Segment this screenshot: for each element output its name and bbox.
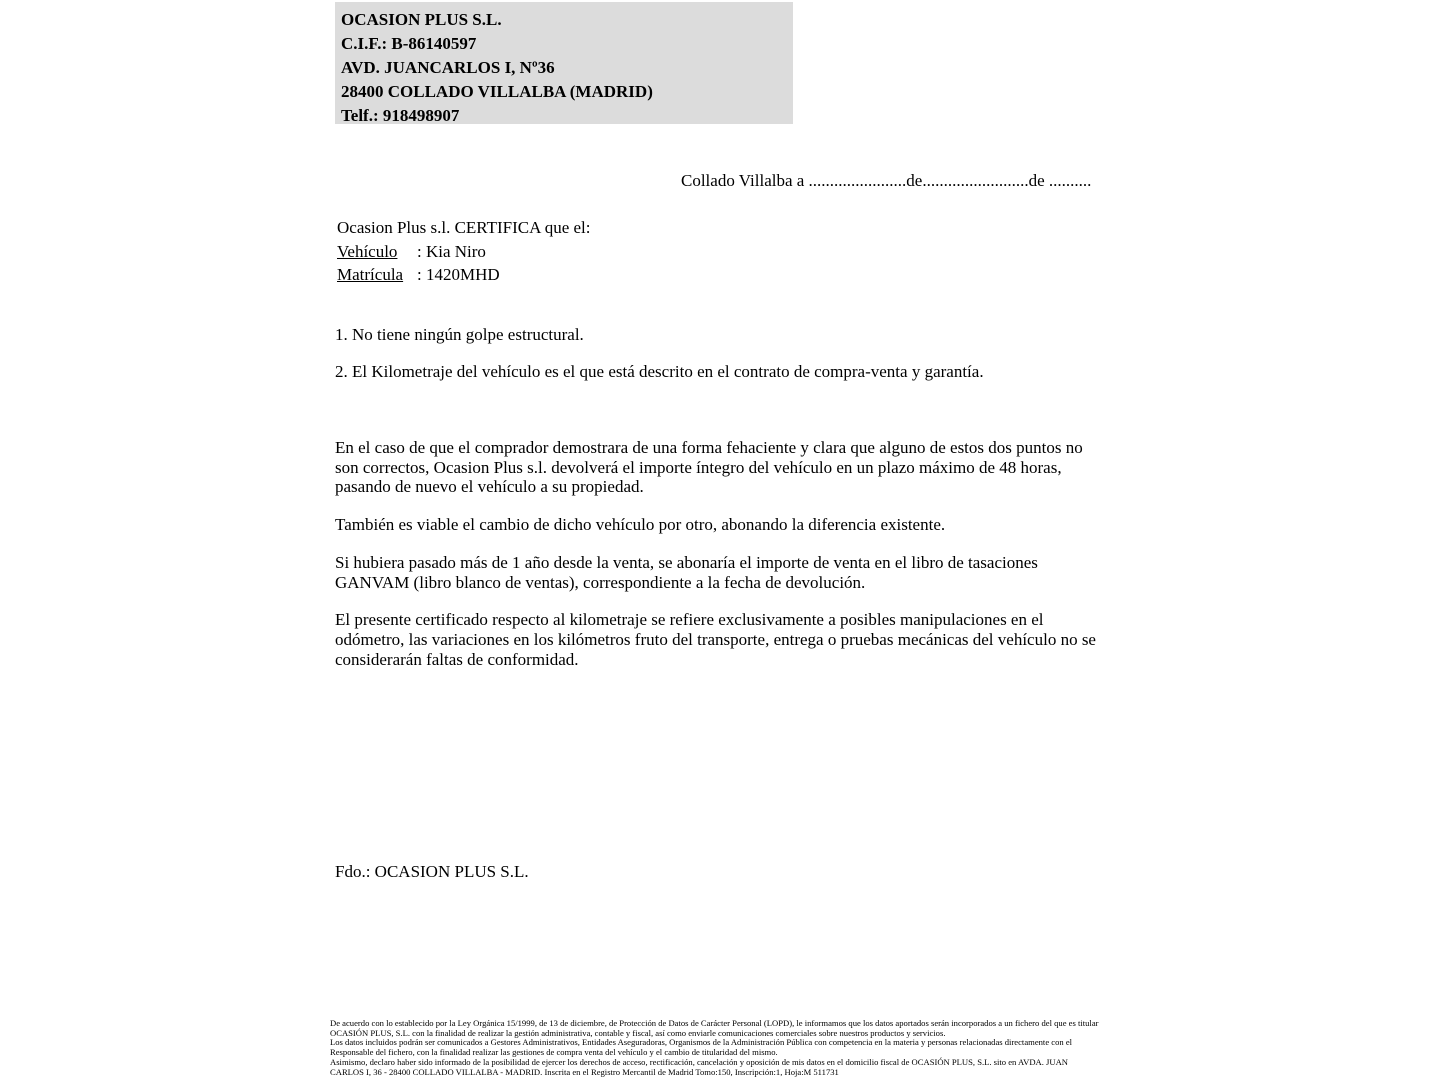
signature-line: Fdo.: OCASION PLUS S.L. [335, 862, 529, 881]
points-block [335, 325, 1105, 399]
company-name: OCASION PLUS S.L. [341, 10, 502, 29]
legal-footer [330, 1019, 1102, 1077]
footer-data-sharing-paragraph: Los datos incluidos podrán ser comunicados a Gestores Administrativos, Entidades Aseguradoras, Organismos de la Administración Pública con competencia en la materia y personas relacionadas directamente con el Responsable del fichero, con la finalidad realizar las gestiones de compra venta del vehículo y el cambio de titularidad del mismo. [330, 1037, 1073, 1058]
plate-label: Matrícula [337, 265, 404, 284]
company-address: AVD. JUANCARLOS I, Nº36 [341, 58, 555, 77]
footer-lopd-paragraph: De acuerdo con lo establecido por la Ley Orgánica 15/1999, de 13 de diciembre, de Protección de Datos de Carácter Personal (LOPD), le informamos que los datos aportados serán incorporados a un fichero del que es titular OCASIÓN PLUS, S.L. con la finalidad de realizar la gestión administrativa, contable y fiscal, así como enviarle comunicaciones comerciales sobre nuestros productos y servicios. [330, 1018, 1099, 1038]
company-city: 28400 COLLADO VILLALBA (MADRID) [341, 82, 653, 101]
vehicle-value: : Kia Niro [417, 241, 486, 261]
vehicle-row [337, 240, 591, 264]
paragraph-exchange: También es viable el cambio de dicho vehículo por otro, abonando la diferencia existente. [335, 515, 946, 535]
plate-row [337, 263, 591, 287]
company-header-box [335, 2, 793, 124]
paragraph-ganvam: Si hubiera pasado más de 1 año desde la venta, se abonaría el importe de venta en el libro de tasaciones GANVAM (libro blanco de ventas), correspondiente a la fecha de devolución. [335, 552, 1038, 592]
footer-rights-paragraph: Asimismo, declaro haber sido informado de la posibilidad de ejercer los derechos de acceso, rectificación, cancelación y oposición de mis datos en el domicilio fiscal de OCASIÓN PLUS, S.L. sito en AVDA. JUAN CARLOS I, 36 - 28400 COLLADO VILLALBA - MADRID. Inscrita en el Registro Mercantil de Madrid Tomo:150, Inscripción:1, Hoja:M 511731 [330, 1056, 1069, 1077]
company-cif: C.I.F.: B-86140597 [341, 34, 477, 53]
plate-value: : 1420MHD [417, 265, 500, 284]
company-phone: Telf.: 918498907 [341, 106, 460, 125]
point-1: 1. No tiene ningún golpe estructural. [335, 325, 584, 344]
body-paragraphs [335, 438, 1097, 687]
certificate-intro: Ocasion Plus s.l. CERTIFICA que el: [337, 218, 591, 237]
vehicle-label: Vehículo [337, 241, 398, 261]
point-2: 2. El Kilometraje del vehículo es el que está descrito en el contrato de compra-venta y garantía. [335, 362, 984, 381]
certificate-block [337, 216, 591, 287]
paragraph-refund: En el caso de que el comprador demostrara de una forma fehaciente y clara que alguno de estos dos puntos no son correctos, Ocasion Plus s.l. devolverá el importe íntegro del vehículo en un plazo máximo de 48 horas, pasando de nuevo el vehículo a su propiedad. [335, 438, 1083, 497]
paragraph-odometer: El presente certificado respecto al kilometraje se refiere exclusivamente a posibles manipulaciones en el odómetro, las variaciones en los kilómetros fruto del transporte, entrega o pruebas mecánicas del vehículo no se considerarán faltas de conformidad. [335, 610, 1096, 669]
date-line: Collado Villalba a .......................de.........................de .......... [681, 171, 1092, 190]
